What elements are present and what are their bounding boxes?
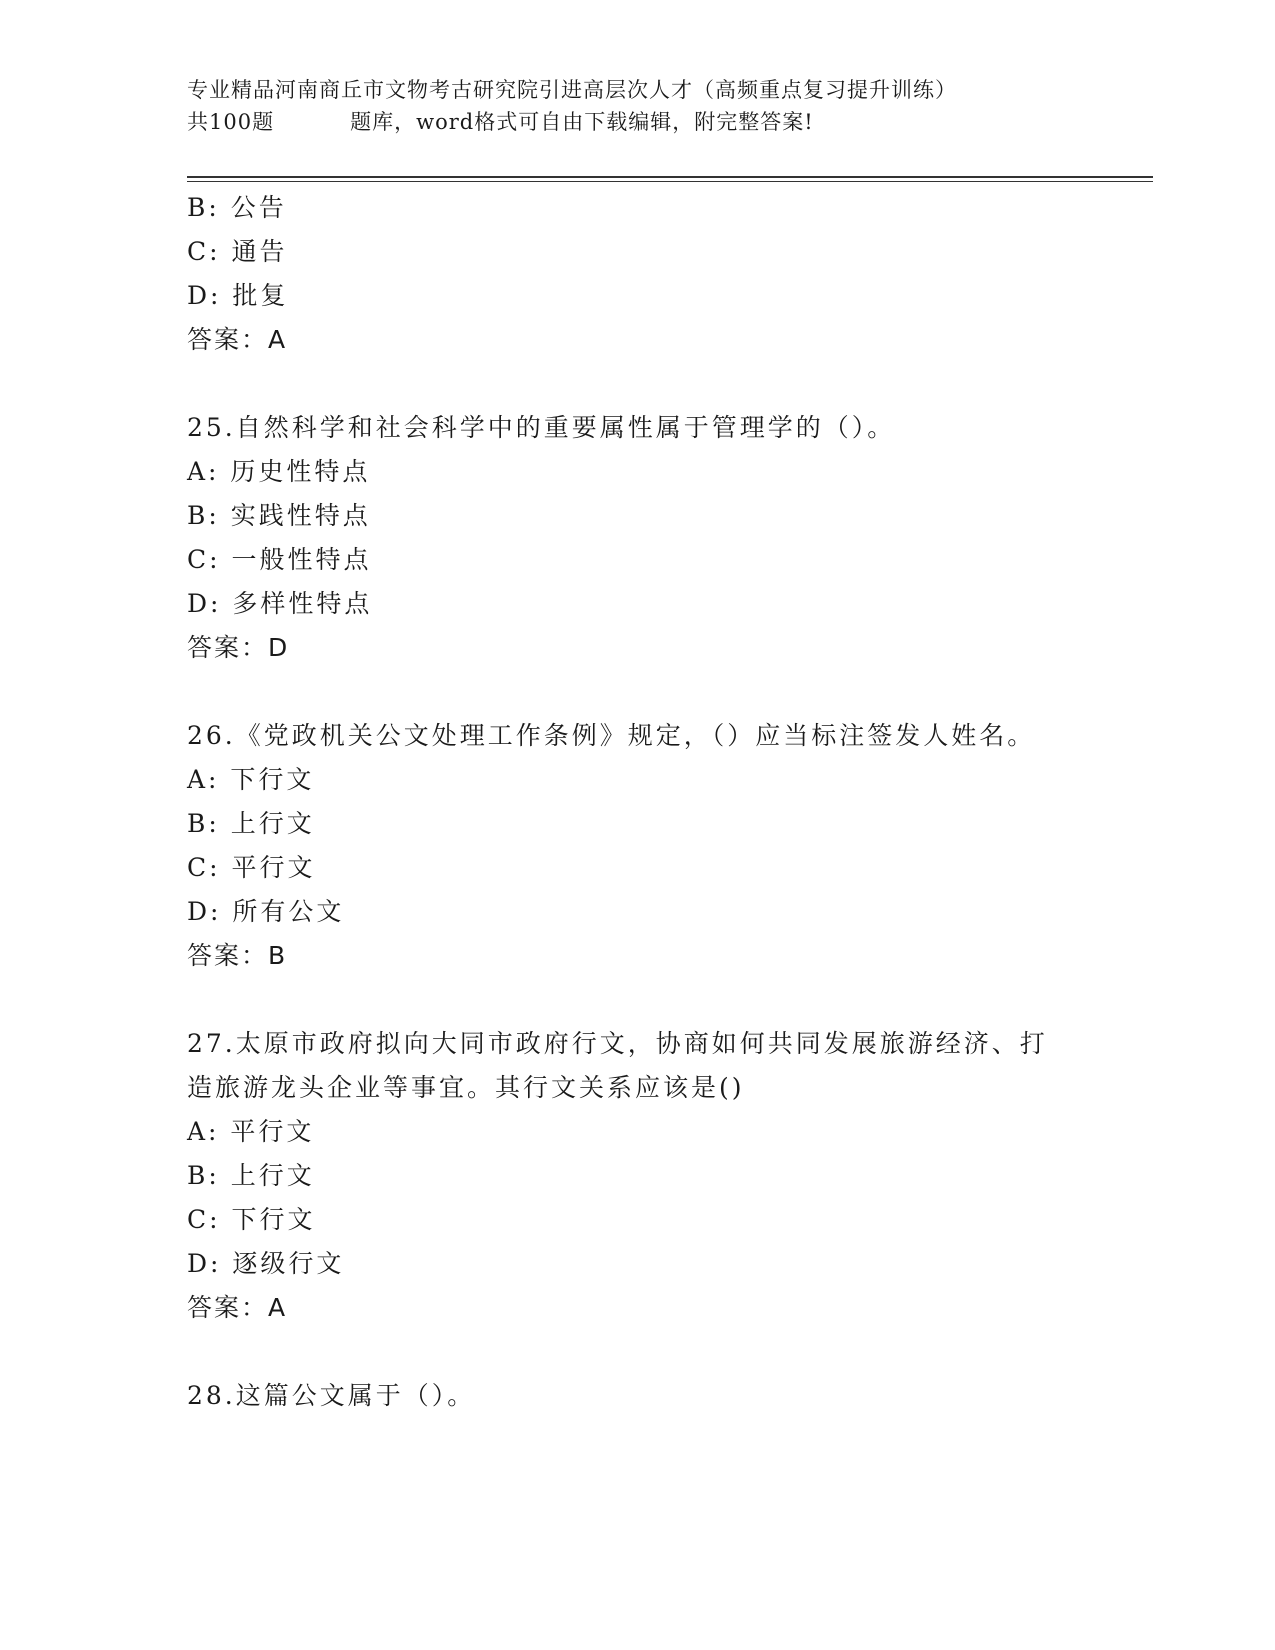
header-note: 题库，word格式可自由下载编辑，附完整答案!: [350, 110, 814, 134]
q26-stem: 26.《党政机关公文处理工作条例》规定，（）应当标注签发人姓名。: [187, 721, 1036, 750]
q27-option-b: B: 上行文: [187, 1161, 315, 1190]
q24-option-c: C: 通告: [187, 237, 288, 266]
q26-answer: 答案：B: [187, 941, 288, 970]
q27-answer: 答案：A: [187, 1293, 288, 1322]
q25-answer: 答案：D: [187, 633, 290, 662]
q27-stem-line1: 27.太原市政府拟向大同市政府行文，协商如何共同发展旅游经济、打: [187, 1029, 1048, 1058]
header-rule-top: [187, 176, 1153, 178]
q27-option-d: D: 逐级行文: [187, 1249, 345, 1278]
q28-stem: 28.这篇公文属于（）。: [187, 1381, 476, 1410]
q24-option-b: B: 公告: [187, 193, 287, 222]
q27-option-a: A: 平行文: [187, 1117, 315, 1146]
q25-option-b: B: 实践性特点: [187, 501, 371, 530]
q26-option-c: C: 平行文: [187, 853, 316, 882]
q24-option-d: D: 批复: [187, 281, 289, 310]
header-rule-bottom: [187, 181, 1153, 182]
q25-option-d: D: 多样性特点: [187, 589, 373, 618]
q26-option-d: D: 所有公文: [187, 897, 345, 926]
q24-answer: 答案：A: [187, 325, 288, 354]
q26-option-a: A: 下行文: [187, 765, 315, 794]
q25-option-a: A: 历史性特点: [187, 457, 371, 486]
q26-option-b: B: 上行文: [187, 809, 315, 838]
header-subtitle: [187, 106, 1147, 138]
header-title: 专业精品河南商丘市文物考古研究院引进高层次人才（高频重点复习提升训练）: [187, 78, 957, 102]
document-header: [187, 74, 1147, 138]
q25-stem: 25.自然科学和社会科学中的重要属性属于管理学的（）。: [187, 413, 896, 442]
q25-option-c: C: 一般性特点: [187, 545, 372, 574]
q27-stem-line2: 造旅游龙头企业等事宜。其行文关系应该是(): [187, 1073, 745, 1102]
q27-option-c: C: 下行文: [187, 1205, 316, 1234]
header-count: 共100题: [187, 110, 275, 134]
